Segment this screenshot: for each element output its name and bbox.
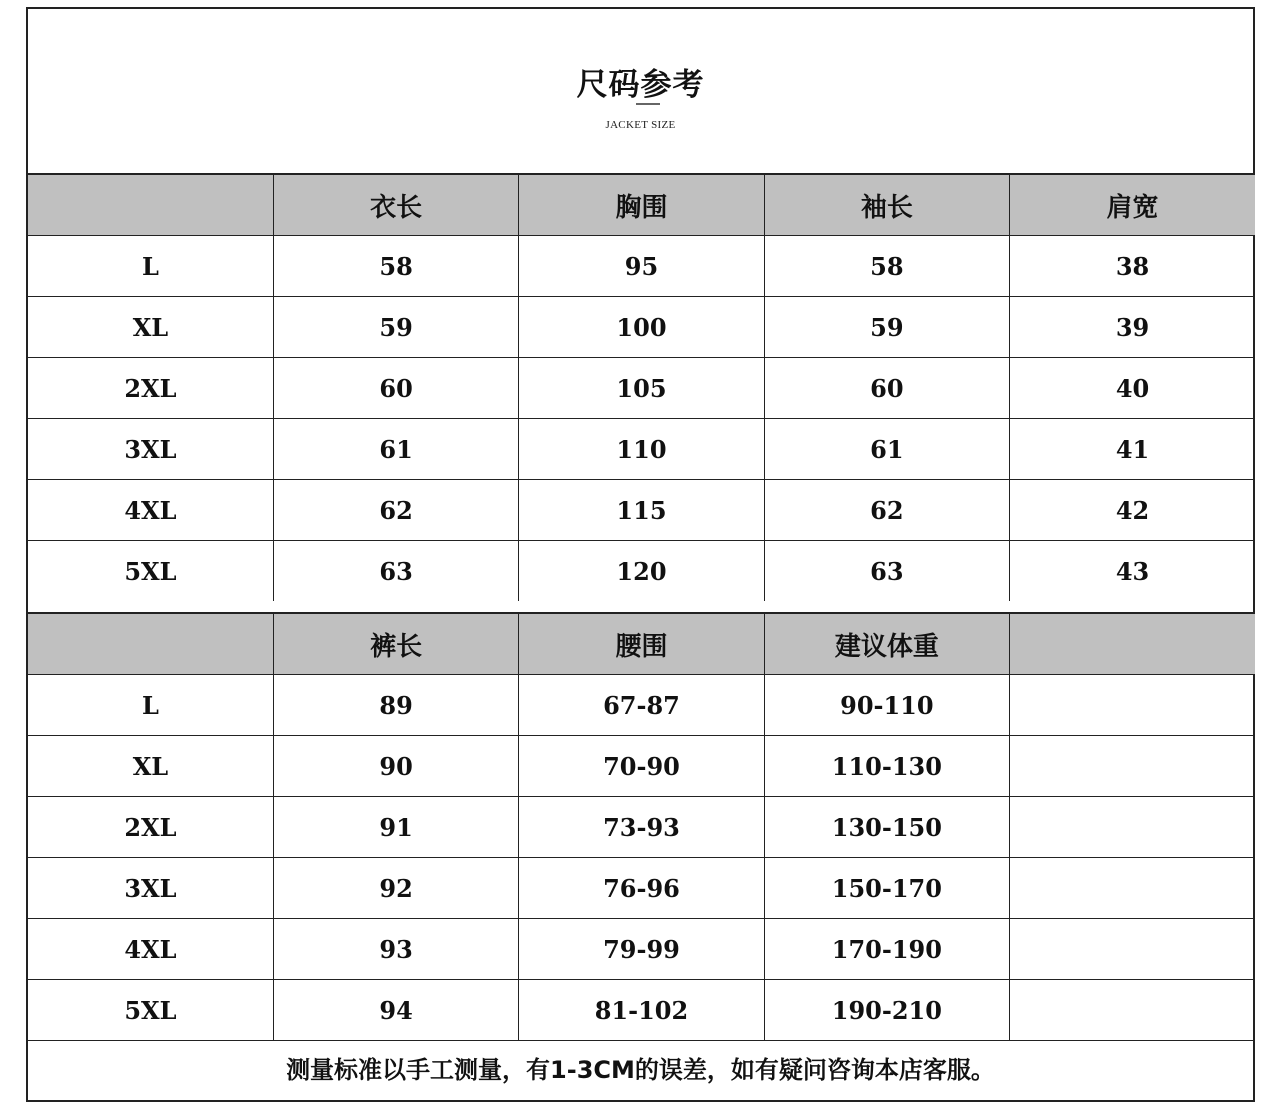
size-cell: L <box>28 236 273 297</box>
value-cell: 90 <box>273 736 518 797</box>
size-chart <box>26 7 1255 1102</box>
value-cell: 58 <box>273 236 518 297</box>
value-cell <box>1010 980 1255 1041</box>
value-cell: 60 <box>764 358 1009 419</box>
header-cell <box>28 613 273 675</box>
size-cell: 3XL <box>28 419 273 480</box>
value-cell: 73-93 <box>519 797 764 858</box>
value-cell: 63 <box>764 541 1009 602</box>
size-cell: 5XL <box>28 980 273 1041</box>
header-cell: 衣长 <box>273 174 518 236</box>
value-cell: 95 <box>519 236 764 297</box>
value-cell: 130-150 <box>764 797 1009 858</box>
table-header-row <box>28 174 1255 236</box>
top-size-table <box>28 173 1255 601</box>
header-cell: 胸围 <box>519 174 764 236</box>
table-row <box>28 419 1255 480</box>
value-cell: 58 <box>764 236 1009 297</box>
value-cell: 79-99 <box>519 919 764 980</box>
table-row <box>28 919 1255 980</box>
value-cell: 89 <box>273 675 518 736</box>
size-cell: 2XL <box>28 358 273 419</box>
value-cell: 100 <box>519 297 764 358</box>
value-cell: 42 <box>1010 480 1255 541</box>
table-row <box>28 480 1255 541</box>
value-cell: 91 <box>273 797 518 858</box>
size-cell: L <box>28 675 273 736</box>
value-cell: 81-102 <box>519 980 764 1041</box>
size-cell: XL <box>28 736 273 797</box>
value-cell: 41 <box>1010 419 1255 480</box>
bottom-size-table <box>28 612 1255 1041</box>
value-cell: 105 <box>519 358 764 419</box>
table-row <box>28 858 1255 919</box>
table-row <box>28 736 1255 797</box>
value-cell: 60 <box>273 358 518 419</box>
size-cell: 5XL <box>28 541 273 602</box>
table-row <box>28 541 1255 602</box>
header-cell <box>28 174 273 236</box>
value-cell: 93 <box>273 919 518 980</box>
size-cell: 3XL <box>28 858 273 919</box>
table-row <box>28 236 1255 297</box>
value-cell <box>1010 797 1255 858</box>
page-title: 尺码参考 <box>576 67 705 103</box>
value-cell: 190-210 <box>764 980 1009 1041</box>
value-cell: 150-170 <box>764 858 1009 919</box>
value-cell <box>1010 858 1255 919</box>
table-header-row <box>28 613 1255 675</box>
value-cell <box>1010 736 1255 797</box>
value-cell: 67-87 <box>519 675 764 736</box>
header-cell <box>1010 613 1255 675</box>
value-cell: 170-190 <box>764 919 1009 980</box>
header-cell: 建议体重 <box>764 613 1009 675</box>
table-row <box>28 297 1255 358</box>
value-cell: 59 <box>273 297 518 358</box>
header-cell: 袖长 <box>764 174 1009 236</box>
value-cell: 61 <box>273 419 518 480</box>
size-cell: 4XL <box>28 919 273 980</box>
title-block <box>28 9 1253 173</box>
value-cell: 70-90 <box>519 736 764 797</box>
value-cell <box>1010 919 1255 980</box>
value-cell <box>1010 675 1255 736</box>
header-cell: 裤长 <box>273 613 518 675</box>
header-cell: 腰围 <box>519 613 764 675</box>
value-cell: 110 <box>519 419 764 480</box>
value-cell: 94 <box>273 980 518 1041</box>
value-cell: 120 <box>519 541 764 602</box>
value-cell: 43 <box>1010 541 1255 602</box>
value-cell: 92 <box>273 858 518 919</box>
value-cell: 61 <box>764 419 1009 480</box>
title-divider <box>636 103 660 105</box>
value-cell: 62 <box>273 480 518 541</box>
size-cell: XL <box>28 297 273 358</box>
size-cell: 2XL <box>28 797 273 858</box>
table-row <box>28 980 1255 1041</box>
table-row <box>28 358 1255 419</box>
size-cell: 4XL <box>28 480 273 541</box>
value-cell: 76-96 <box>519 858 764 919</box>
header-cell: 肩宽 <box>1010 174 1255 236</box>
value-cell: 39 <box>1010 297 1255 358</box>
value-cell: 38 <box>1010 236 1255 297</box>
table-row <box>28 675 1255 736</box>
value-cell: 40 <box>1010 358 1255 419</box>
measurement-note: 测量标准以手工测量，有1-3CM的误差，如有疑问咨询本店客服。 <box>286 1056 995 1084</box>
value-cell: 62 <box>764 480 1009 541</box>
table-row <box>28 797 1255 858</box>
value-cell: 59 <box>764 297 1009 358</box>
value-cell: 90-110 <box>764 675 1009 736</box>
page-subtitle: JACKET SIZE <box>605 119 676 131</box>
value-cell: 115 <box>519 480 764 541</box>
value-cell: 63 <box>273 541 518 602</box>
value-cell: 110-130 <box>764 736 1009 797</box>
